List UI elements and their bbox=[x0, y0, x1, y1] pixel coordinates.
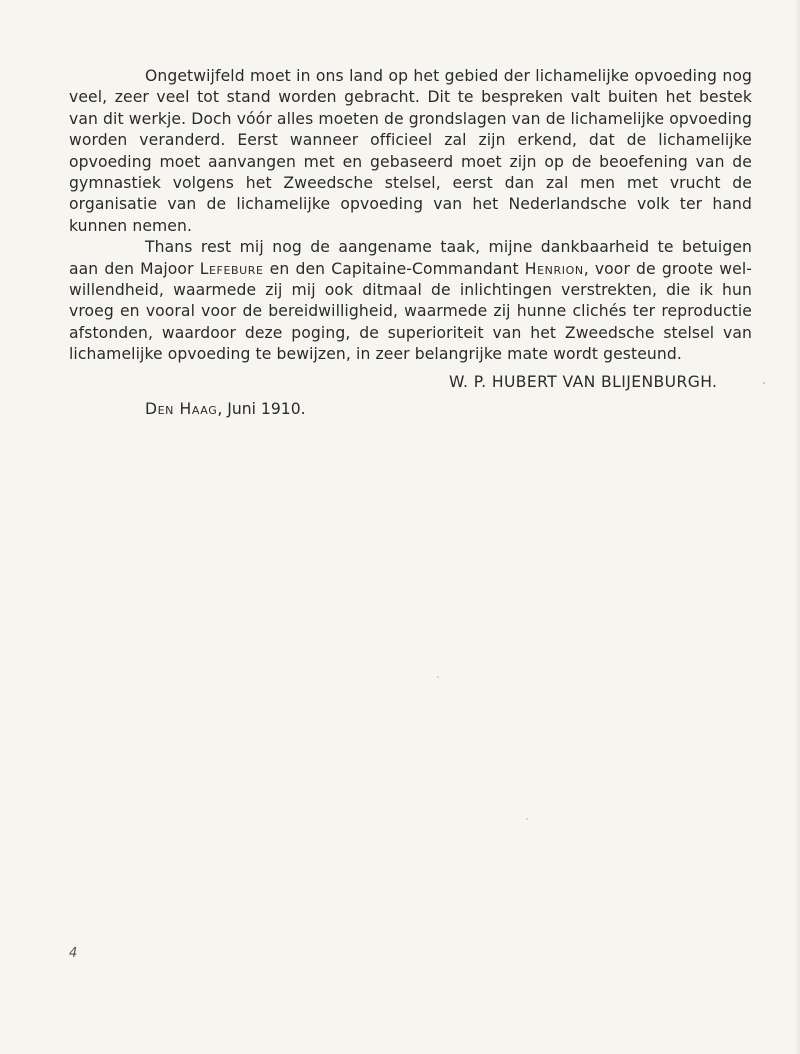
paper-speck bbox=[437, 676, 439, 678]
name-henrion: Henrion bbox=[524, 259, 584, 278]
paragraph-2-part-1: Thans rest mij nog de aangename taak, mijne dankbaarheid te betuigen aan den Majoor bbox=[69, 238, 752, 278]
paragraph-2-part-3: , voor de groote wel-willendheid, waarmede zij mij ook ditmaal de inlichtingen verstrekten, die ik hun vroeg en vooral voor de bereidwilligheid, waarmede zij hunne clichés ter reproductie afstonden, waardoor deze poging, de superioriteit van het Zweedsche stelsel van lichamelijke opvoeding te bewijzen, in zeer belangrijke mate wordt gesteund. bbox=[69, 259, 752, 364]
date-text: , Juni 1910. bbox=[217, 400, 306, 418]
place-date-line bbox=[145, 399, 306, 420]
paper-speck bbox=[763, 382, 765, 384]
paragraph-1: Ongetwijfeld moet in ons land op het gebied der lichamelijke opvoeding nog veel, zeer veel tot stand worden gebracht. Dit te bespreken valt buiten het bestek van dit werkje. Doch vóór alles moeten de grondslagen van de lichamelijke opvoeding worden veranderd. Eerst wanneer officieel zal zijn erkend, dat de lichamelijke opvoeding moet aanvangen met en gebaseerd moet zijn op de beoefening van de gymnastiek volgens het Zweedsche stelsel, eerst dan zal men met vrucht de organisatie van de lichamelijke opvoeding van het Nederlandsche volk ter hand kunnen nemen. bbox=[69, 67, 752, 235]
paper-speck bbox=[526, 818, 528, 820]
name-lefebure: Lefebure bbox=[199, 259, 264, 278]
place-name: Den Haag bbox=[145, 400, 218, 418]
author-signature: W. P. HUBERT VAN BLIJENBURGH. bbox=[449, 373, 718, 391]
page-edge-shadow bbox=[794, 0, 800, 1054]
paragraph-2-part-2: en den Capitaine-Commandant bbox=[263, 259, 525, 278]
body-text bbox=[69, 66, 752, 366]
paragraph-2 bbox=[69, 237, 752, 365]
page-number: 4 bbox=[69, 946, 78, 961]
